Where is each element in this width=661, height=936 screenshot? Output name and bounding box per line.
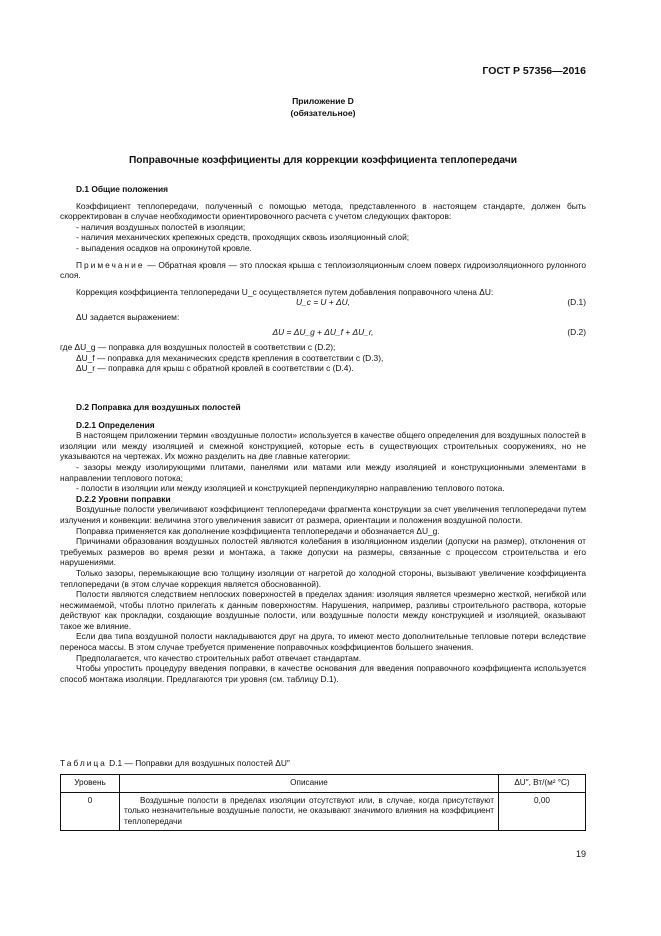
- appendix-subtitle: (обязательное): [290, 108, 356, 118]
- header-value: ΔU″, Вт/(м² °С): [499, 775, 586, 793]
- table-caption-label: Таблица: [60, 758, 107, 768]
- standard-number: ГОСТ Р 57356—2016: [482, 65, 586, 77]
- equation-formula: ΔU = ΔU_g + ΔU_f + ΔU_r,: [272, 326, 374, 337]
- corrections-table: [60, 774, 586, 831]
- paragraph: Воздушные полости увеличивают коэффициент теплопередачи фрагмента конструкции за счет увеличения теплопередачи путем излучения и конвекции: величина этого увеличения зависит от размера, ориентации и положения воздушной полости.: [60, 504, 586, 525]
- list-item: - зазоры между изолирующими плитами, панелями или матами или между изоляцией и конструкционными элементами в направлении теплового потока;: [60, 461, 586, 483]
- cell-value: 0,00: [499, 792, 586, 831]
- equation-number: (D.2): [567, 326, 586, 337]
- equation-d1: [60, 297, 586, 308]
- equation-number: (D.1): [567, 297, 586, 308]
- page-number: 19: [575, 849, 586, 859]
- paragraph: Коррекция коэффициента теплопередачи U_c осуществляется путем добавления поправочного члена ΔU:: [76, 286, 494, 297]
- paragraph: Если два типа воздушной полости накладываются друг на друга, то имеют место дополнительные тепловые потери вследствие переноса массы. В этом случае требуется применение поправочных коэффициентов большего значения.: [60, 631, 586, 653]
- table-caption-text: D.1 — Поправки для воздушных полостей ΔU″: [106, 758, 290, 768]
- where-line: ΔU_f — поправка для механических средств крепления в соответствии с (D.3),: [76, 352, 384, 363]
- note-label: Примечание: [76, 259, 145, 270]
- list-item: - полости в изоляции или между изоляцией и конструкцией перпендикулярно направлению теплового потока.: [76, 483, 505, 494]
- paragraph: Полости являются следствием неплоских поверхностей в пределах здания: изоляция является чрезмерно жесткой, негибкой или несжимаемой, чтобы плотно прилегать к данным поверхностям. Нарушения, например, разливы строительного раствора, которые действуют как прокладки, создающие воздушные полости, или воздушные полости между конструкцией и изоляцией, оказывают такое же влияние.: [60, 589, 586, 631]
- header-level: Уровень: [61, 775, 120, 793]
- table-caption: [60, 758, 586, 769]
- paragraph: Коэффициент теплопередачи, полученный с помощью метода, представленного в настоящем стандарте, должен быть скорректирован в случае необходимости ориентировочного расчета с учетом следующих факторов:: [60, 200, 586, 222]
- document-page: [60, 0, 586, 936]
- table-header-row: [61, 775, 586, 793]
- paragraph: Причинами образования воздушных полостей являются колебания в изоляционном изделии (допуски на размер), отклонения от требуемых размеров во время резки и монтажа, а также допуски на размеры, связанные с процессом строительства и его нарушениями.: [60, 536, 586, 568]
- paragraph: Только зазоры, перемыкающие всю толщину изоляции от нагретой до холодной стороны, вызывают увеличение коэффициента теплопередачи (в этом случае коррекция является обоснованной).: [60, 567, 586, 589]
- paragraph: Поправка применяется как дополнение коэффициента теплопередачи и обозначается ΔU_g.: [76, 525, 440, 536]
- paragraph: Предполагается, что качество строительных работ отвечает стандартам.: [76, 652, 362, 663]
- section-heading: D.2 Поправка для воздушных полостей: [76, 402, 241, 412]
- subsection-heading: D.2.1 Определения: [76, 419, 155, 430]
- section-heading: D.1 Общие положения: [76, 184, 169, 194]
- cell-description: [120, 792, 499, 831]
- where-line: ΔU_r — поправка для крыш с обратной кровлей в соответствии с (D.4).: [76, 363, 354, 374]
- note-text: — Обратная кровля — это плоская крыша с теплоизоляционным слоем поверх гидроизоляционного рулонного слоя.: [60, 259, 586, 281]
- paragraph: ΔU задается выражением:: [76, 312, 180, 323]
- document-title: Поправочные коэффициенты для коррекции коэффициента теплопередачи: [128, 155, 518, 166]
- appendix-title: Приложение D: [292, 96, 354, 106]
- subsection-heading: D.2.2 Уровни поправки: [76, 493, 171, 504]
- section-d1: [60, 184, 586, 374]
- list-item: - наличия механических крепежных средств, проходящих сквозь изоляционный слой;: [76, 232, 410, 243]
- equation-formula: U_c = U + ΔU,: [295, 297, 351, 308]
- header-description: Описание: [120, 775, 499, 793]
- list-item: - наличия воздушных полостей в изоляции;: [76, 221, 246, 232]
- equation-d2: [60, 327, 586, 338]
- table-row: [61, 792, 586, 831]
- paragraph: Чтобы упростить процедуру введения поправки, в качестве основания для введения поправочного коэффициента используется способ монтажа изоляции. Предлагаются три уровня (см. таблицу D.1).: [60, 663, 586, 684]
- note: [60, 260, 586, 281]
- section-d2: [60, 402, 586, 684]
- list-item: - выпадения осадков на опрокинутой кровле.: [76, 242, 252, 253]
- paragraph: В настоящем приложении термин «воздушные полости» используется в качестве общего определения для воздушных полостей в изоляции или между изоляцией и смежной конструкцией, которые есть в существующих строительных сооружениях, но не указываются на чертежах. Их можно разделить на две главные категории:: [60, 430, 586, 462]
- cell-level: 0: [61, 792, 120, 831]
- where-line: где ΔU_g — поправка для воздушных полостей в соответствии с (D.2);: [60, 341, 336, 352]
- cell-description-text: Воздушные полости в пределах изоляции отсутствуют или, в случае, когда присутствуют только незначительные воздушные полости, не оказывают значимого влияния на коэффициент теплопередачи: [124, 795, 494, 826]
